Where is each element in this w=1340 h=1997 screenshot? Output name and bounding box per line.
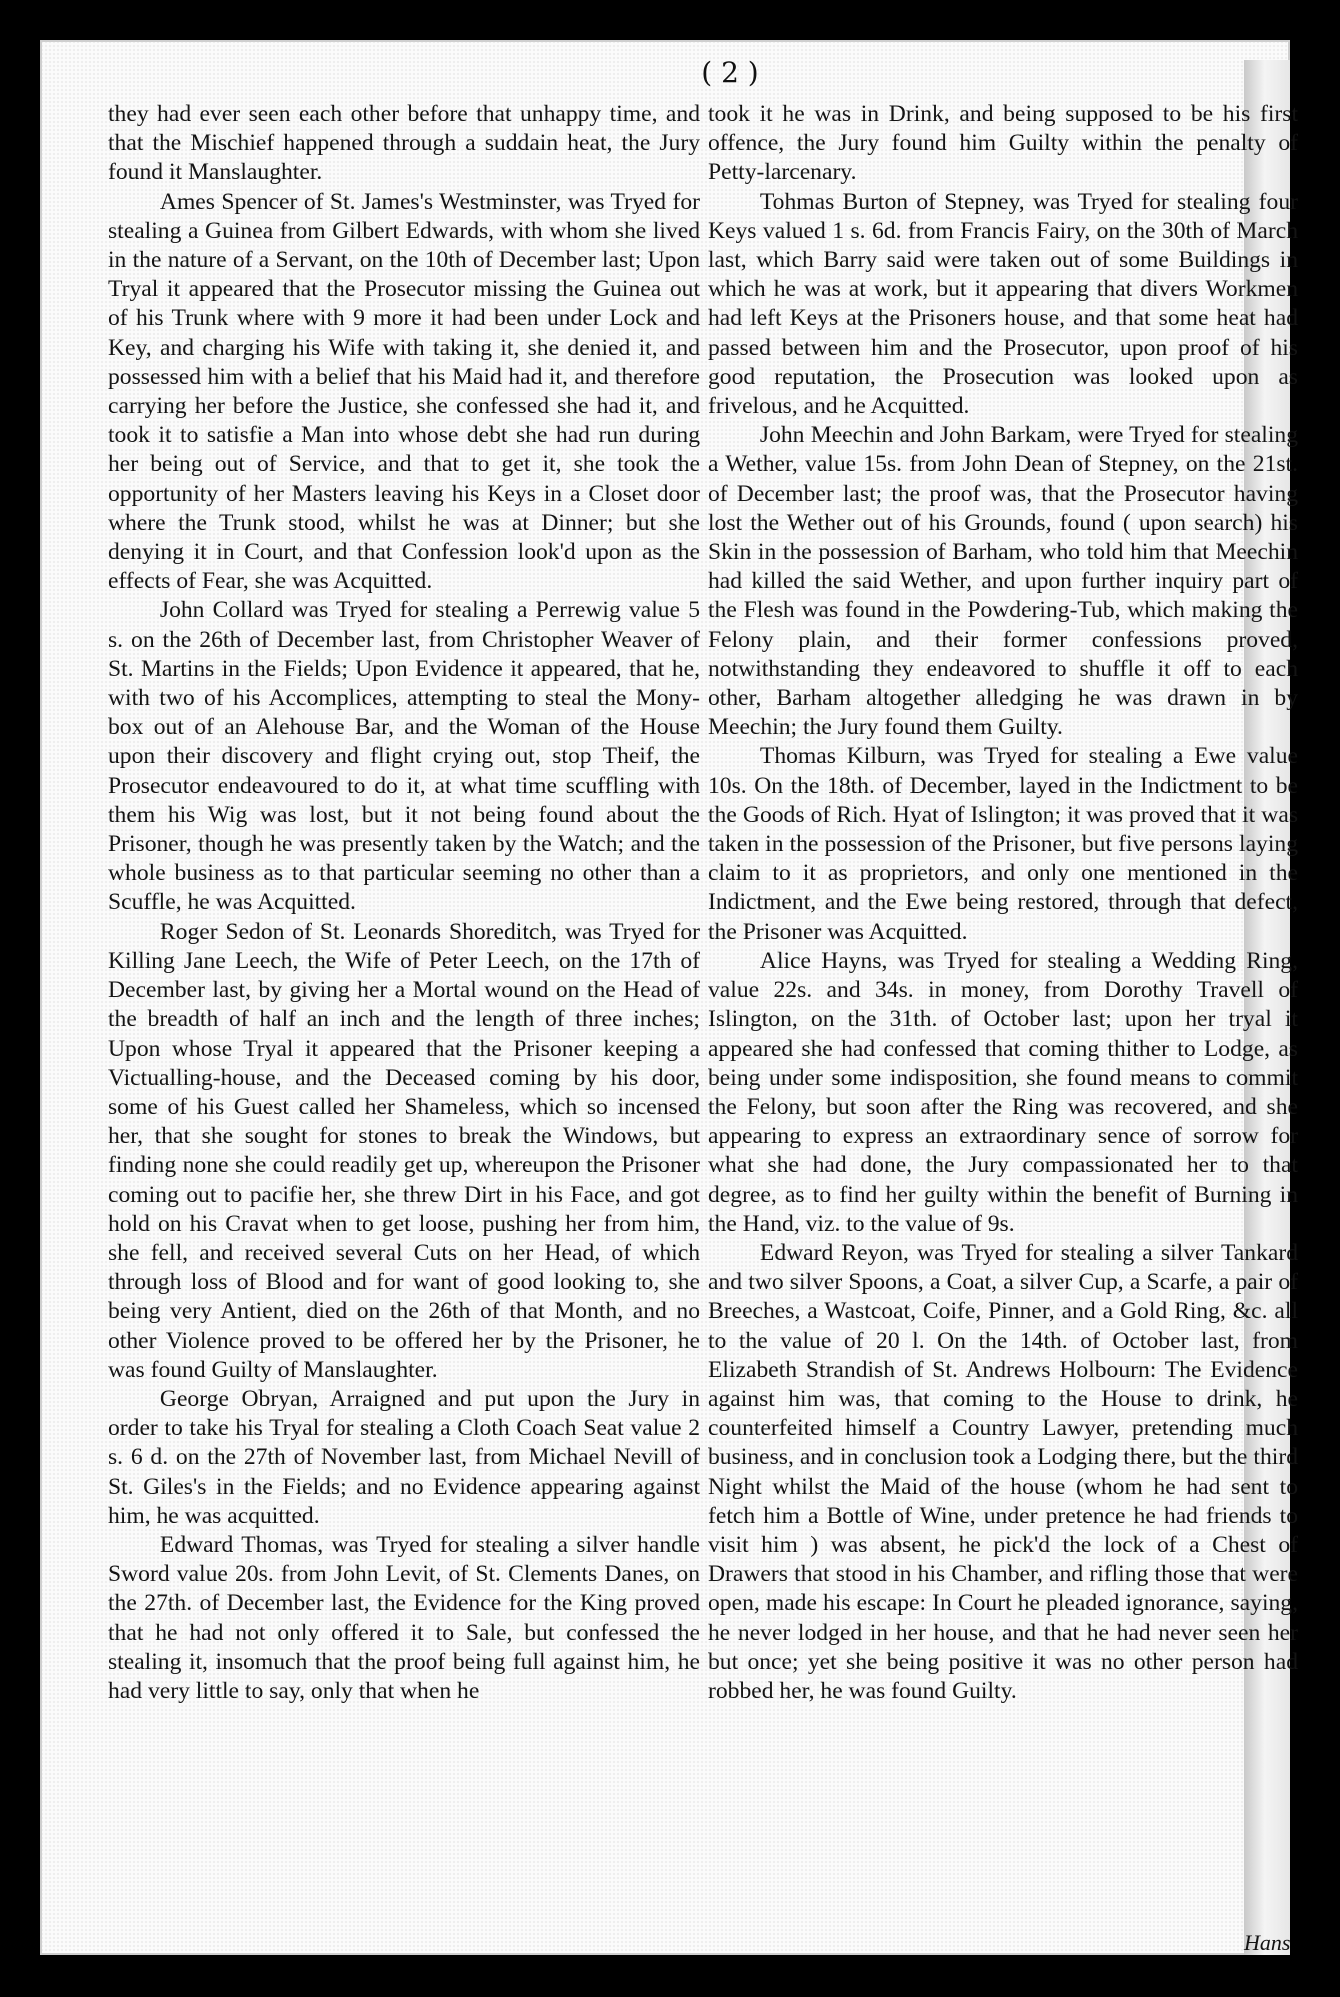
document-page: [40, 40, 1298, 1955]
catchword: Hans: [1244, 1930, 1291, 1955]
paragraph: John Collard was Tryed for stealing a Perrewig value 5 s. on the 26th of December last, from Christopher Weaver of St. Martins in the Fields; Upon Evidence it appeared, that he, with two of his Accomplices, attempting to steal the Mony-box out of an Alehouse Bar, and the Woman of the House upon their discovery and flight crying out, stop Theif, the Prosecutor endeavoured to do it, at what time scuffling with them his Wig was lost, but it not being found about the Prisoner, though he was presently taken by the Watch; and the whole business as to that particular seeming no other than a Scuffle, he was Acquitted.: [108, 597, 700, 916]
paragraph: Alice Hayns, was Tryed for stealing a Wedding Ring, value 22s. and 34s. in money, from Dorothy Travell of Islington, on the 31th. of October last; upon her tryal it appeared she had confessed that coming thither to Lodge, as being under some indisposition, she found means to commit the Felony, but soon after the Ring was recovered, and she appearing to express an extraordinary sence of sorrow for what she had done, the Jury compassionated her to that degree, as to find her guilty within the benefit of Burning in the Hand, viz. to the value of 9s.: [708, 947, 1298, 1237]
page-number: ( 2 ): [701, 56, 759, 89]
paragraph: took it he was in Drink, and being supposed to be his first offence, the Jury found him Guilty within the penalty of Petty-larcenary.: [708, 101, 1298, 186]
left-column: [108, 100, 700, 1706]
paragraph: Roger Sedon of St. Leonards Shoreditch, was Tryed for Killing Jane Leech, the Wife of Peter Leech, on the 17th of December last, by giving her a Mortal wound on the Head of the breadth of half an inch and the length of three inches; Upon whose Tryal it appeared that the Prisoner keeping a Victualling-house, and the Deceased coming by his door, some of his Guest called her Shameless, which so incensed her, that she sought for stones to break the Windows, but finding none she could readily get up, whereupon the Prisoner coming out to pacifie her, she threw Dirt in his Face, and got hold on his Cravat when to get loose, pushing her from him, she fell, and received several Cuts on her Head, of which through loss of Blood and for want of good looking to, she being very Antient, died on the 26th of that Month, and no other Violence proved to be offered her by the Prisoner, he was found Guilty of Manslaughter.: [108, 918, 700, 1383]
paragraph: Edward Thomas, was Tryed for stealing a silver handle Sword value 20s. from John Levit, of St. Clements Danes, on the 27th. of December last, the Evidence for the King proved that he had not only offered it to Sale, but confessed the stealing it, insomuch that the proof being full against him, he had very little to say, only that when he: [108, 1531, 700, 1704]
paragraph: they had ever seen each other before that unhappy time, and that the Mischief happened through a suddain heat, the Jury found it Manslaughter.: [108, 101, 700, 186]
paragraph: Tohmas Burton of Stepney, was Tryed for stealing four Keys valued 1 s. 6d. from Francis Fairy, on the 30th of March last, which Barry said were taken out of some Buildings in which he was at work, but it appearing that divers Workmen had left Keys at the Prisoners house, and that some heat had passed between him and the Prosecutor, upon proof of his good reputation, the Prosecution was looked upon as frivelous, and he Acquitted.: [708, 188, 1298, 420]
paragraph: Thomas Kilburn, was Tryed for stealing a Ewe value 10s. On the 18th. of December, layed in the Indictment to be the Goods of Rich. Hyat of Islington; it was proved that it was taken in the possession of the Prisoner, but five persons laying claim to it as proprietors, and only one mentioned in the Indictment, and the Ewe being restored, through that defect, the Prisoner was Acquitted.: [708, 743, 1298, 945]
paragraph: George Obryan, Arraigned and put upon the Jury in order to take his Tryal for stealing a Cloth Coach Seat value 2 s. 6 d. on the 27th of November last, from Michael Nevill of St. Giles's in the Fields; and no Evidence appearing against him, he was acquitted.: [108, 1385, 700, 1529]
paragraph: John Meechin and John Barkam, were Tryed for stealing a Wether, value 15s. from John Dean of Stepney, on the 21st. of December last; the proof was, that the Prosecutor having lost the Wether out of his Grounds, found ( upon search) his Skin in the possession of Barham, who told him that Meechin had killed the said Wether, and upon further inquiry part of the Flesh was found in the Powdering-Tub, which making the Felony plain, and their former confessions proved, notwithstanding they endeavored to shuffle it off to each other, Barham altogether alledging he was drawn in by Meechin; the Jury found them Guilty.: [708, 422, 1298, 741]
paragraph: Ames Spencer of St. James's Westminster, was Tryed for stealing a Guinea from Gilbert Edwards, with whom she lived in the nature of a Servant, on the 10th of December last; Upon Tryal it appeared that the Prosecutor missing the Guinea out of his Trunk where with 9 more it had been under Lock and Key, and charging his Wife with taking it, she denied it, and possessed him with a belief that his Maid had it, and therefore carrying her before the Justice, she confessed she had it, and took it to satisfie a Man into whose debt she had run during her being out of Service, and that to get it, she took the opportunity of her Masters leaving his Keys in a Closet door where the Trunk stood, whilst he was at Dinner; but she denying it in Court, and that Confession look'd upon as the effects of Fear, she was Acquitted.: [108, 188, 700, 595]
right-column: [708, 100, 1298, 1706]
paragraph: Edward Reyon, was Tryed for stealing a silver Tankard and two silver Spoons, a Coat, a silver Cup, a Scarfe, a pair of Breeches, a Wastcoat, Coife, Pinner, and a Gold Ring, &c. all to the value of 20 l. On the 14th. of October last, from Elizabeth Strandish of St. Andrews Holbourn: The Evidence against him was, that coming to the House to drink, he counterfeited himself a Country Lawyer, pretending much business, and in conclusion took a Lodging there, but the third Night whilst the Maid of the house (whom he had sent to fetch him a Bottle of Wine, under pretence he had friends to visit him ) was absent, he pick'd the lock of a Chest of Drawers that stood in his Chamber, and rifling those that were open, made his escape: In Court he pleaded ignorance, saying, he never lodged in her house, and that he had never seen her but once; yet she being positive it was no other person had robbed her, he was found Guilty.: [708, 1239, 1298, 1704]
